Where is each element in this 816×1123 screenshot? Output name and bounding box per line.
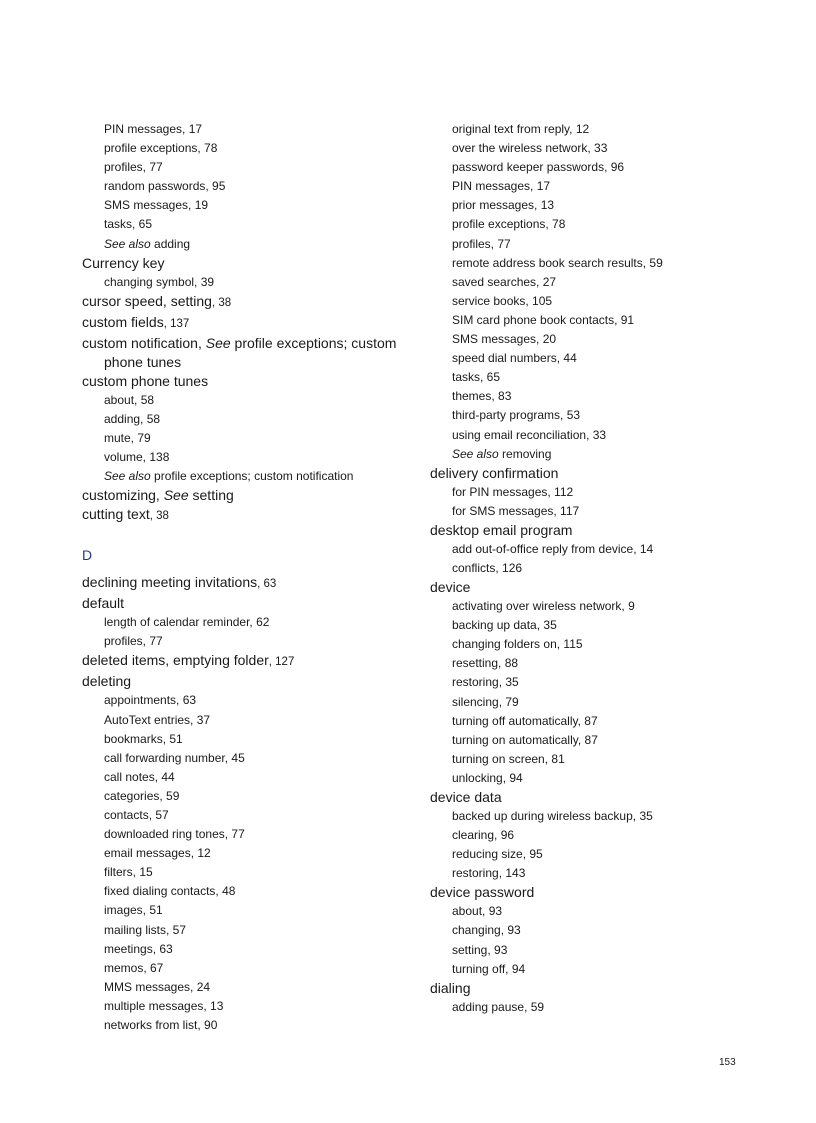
entry-text: desktop email program xyxy=(430,521,573,538)
index-subentry xyxy=(430,502,760,521)
entry-text: clearing, 96 xyxy=(452,828,515,843)
see-reference: See also xyxy=(104,236,151,251)
entry-text: custom notification, xyxy=(82,334,206,351)
entry-text: device xyxy=(430,579,471,596)
entry-text: appointments, 63 xyxy=(104,693,197,708)
entry-text: for SMS messages, 117 xyxy=(452,503,580,518)
entry-text: changing folders on, 115 xyxy=(452,637,583,652)
index-subentry xyxy=(82,844,412,863)
index-heading xyxy=(82,334,412,353)
entry-text: original text from reply, 12 xyxy=(452,122,590,136)
entry-text: themes, 83 xyxy=(452,389,512,404)
index-heading xyxy=(430,464,760,483)
entry-text: categories, 59 xyxy=(104,788,180,803)
entry-text: over the wireless network, 33 xyxy=(452,141,608,156)
index-heading xyxy=(430,979,760,998)
entry-text: turning off automatically, 87 xyxy=(452,713,598,728)
entry-text: profiles, 77 xyxy=(104,634,163,649)
entry-text: tasks, 65 xyxy=(452,370,501,385)
index-heading xyxy=(82,573,412,594)
index-subentry xyxy=(430,215,760,234)
entry-text: declining meeting invitations xyxy=(82,574,258,591)
index-subentry xyxy=(430,368,760,387)
see-reference: See also xyxy=(452,446,499,461)
entry-text: device data xyxy=(430,789,502,805)
index-heading xyxy=(82,594,412,613)
entry-text: D xyxy=(82,547,93,564)
entry-text: PIN messages, 17 xyxy=(452,179,551,194)
entry-text: adding xyxy=(150,236,191,251)
entry-text: fixed dialing contacts, 48 xyxy=(104,884,236,899)
entry-text: reducing size, 95 xyxy=(452,847,543,862)
index-subentry xyxy=(430,960,760,979)
entry-text: changing symbol, 39 xyxy=(104,274,215,289)
index-heading xyxy=(82,254,412,273)
entry-text: about, 58 xyxy=(104,392,155,407)
entry-text: remote address book search results, 59 xyxy=(452,255,663,270)
index-subentry xyxy=(430,445,760,464)
index-subentry xyxy=(430,540,760,559)
index-subentry xyxy=(430,139,760,158)
entry-text: removing xyxy=(498,446,552,461)
index-subentry xyxy=(430,864,760,883)
entry-text: for PIN messages, 112 xyxy=(452,484,574,499)
index-subentry xyxy=(430,406,760,425)
entry-text: about, 93 xyxy=(452,904,503,919)
entry-text: AutoText entries, 37 xyxy=(104,712,211,727)
index-subentry xyxy=(82,632,412,651)
entry-text: adding, 58 xyxy=(104,411,161,426)
entry-text: length of calendar reminder, 62 xyxy=(104,615,270,630)
index-subentry xyxy=(430,349,760,368)
entry-text: dialing xyxy=(430,979,471,996)
see-reference: See also xyxy=(104,469,151,484)
index-subentry xyxy=(430,254,760,273)
entry-text: mute, 79 xyxy=(104,430,151,445)
entry-text: memos, 67 xyxy=(104,960,164,975)
entry-text: cutting text xyxy=(82,506,150,523)
entry-text: setting, 93 xyxy=(452,942,508,957)
entry-text: default xyxy=(82,595,125,612)
index-heading xyxy=(430,788,760,807)
entry-text: SMS messages, 20 xyxy=(452,332,557,347)
entry-text: speed dial numbers, 44 xyxy=(452,351,577,366)
index-subentry xyxy=(430,998,760,1017)
entry-text: networks from list, 90 xyxy=(104,1018,218,1032)
index-subentry xyxy=(430,731,760,750)
index-subentry xyxy=(82,177,412,196)
index-subentry xyxy=(430,635,760,654)
index-subentry xyxy=(430,483,760,502)
index-subentry xyxy=(82,613,412,632)
entry-text: delivery confirmation xyxy=(430,464,559,481)
entry-text: MMS messages, 24 xyxy=(104,979,211,994)
index-subentry xyxy=(430,673,760,692)
index-heading xyxy=(82,651,412,672)
index-subentry xyxy=(430,921,760,940)
page-reference: , 38 xyxy=(211,296,232,309)
entry-text: customizing, xyxy=(82,487,164,504)
index-subentry xyxy=(430,330,760,349)
index-heading xyxy=(82,292,412,313)
entry-text: password keeper passwords, 96 xyxy=(452,160,625,175)
entry-text: turning on screen, 81 xyxy=(452,751,565,766)
index-subentry xyxy=(82,959,412,978)
index-subentry xyxy=(82,711,412,730)
entry-text: deleting xyxy=(82,673,132,690)
index-subentry xyxy=(82,467,412,486)
entry-text: call forwarding number, 45 xyxy=(104,750,245,765)
index-subentry xyxy=(430,426,760,445)
index-subentry xyxy=(82,391,412,410)
index-subentry xyxy=(430,177,760,196)
page-reference: , 38 xyxy=(149,510,169,523)
index-subentry xyxy=(82,158,412,177)
index-column-left xyxy=(82,120,412,1035)
index-subentry xyxy=(82,940,412,959)
entry-text: resetting, 88 xyxy=(452,656,519,671)
entry-text: volume, 138 xyxy=(104,450,170,465)
index-subentry xyxy=(82,825,412,844)
index-subentry xyxy=(82,429,412,448)
entry-text: bookmarks, 51 xyxy=(104,731,183,746)
index-subentry xyxy=(82,273,412,292)
entry-text: email messages, 12 xyxy=(104,846,211,861)
index-heading xyxy=(430,578,760,597)
entry-text: custom phone tunes xyxy=(82,372,209,389)
index-subentry xyxy=(430,311,760,330)
entry-text: profile exceptions; custom notification xyxy=(150,469,354,484)
index-heading xyxy=(430,521,760,540)
index-subentry xyxy=(430,196,760,215)
index-subentry xyxy=(82,978,412,997)
entry-text: SMS messages, 19 xyxy=(104,198,209,213)
entry-text: restoring, 35 xyxy=(452,675,519,690)
entry-text: profiles, 77 xyxy=(452,236,511,251)
index-subentry xyxy=(82,901,412,920)
index-subentry xyxy=(430,158,760,177)
index-subentry xyxy=(82,410,412,429)
entry-text: using email reconciliation, 33 xyxy=(452,427,607,442)
page-reference: , 127 xyxy=(268,656,295,669)
index-heading xyxy=(82,486,412,505)
index-subentry xyxy=(430,387,760,406)
index-subentry xyxy=(430,807,760,826)
entry-text: PIN messages, 17 xyxy=(104,122,203,136)
index-heading xyxy=(82,672,412,691)
index-subentry xyxy=(430,845,760,864)
index-subentry xyxy=(430,750,760,769)
index-subentry xyxy=(82,120,412,139)
index-subentry xyxy=(430,769,760,788)
index-heading xyxy=(82,505,412,526)
index-subentry xyxy=(430,654,760,673)
index-subentry xyxy=(82,863,412,882)
index-subentry xyxy=(82,768,412,787)
entry-text: setting xyxy=(188,487,234,504)
entry-text: deleted items, emptying folder xyxy=(82,652,269,669)
entry-text: custom fields xyxy=(82,313,164,330)
index-subentry xyxy=(82,691,412,710)
entry-text: multiple messages, 13 xyxy=(104,998,224,1013)
entry-text: backed up during wireless backup, 35 xyxy=(452,809,653,823)
index-subentry xyxy=(82,139,412,158)
entry-text: profiles, 77 xyxy=(104,160,163,175)
entry-text: call notes, 44 xyxy=(104,769,175,784)
entry-text: profile exceptions, 78 xyxy=(452,217,566,232)
index-heading xyxy=(430,883,760,902)
entry-text: unlocking, 94 xyxy=(452,770,523,785)
entry-text: service books, 105 xyxy=(452,293,553,308)
entry-text: turning off, 94 xyxy=(452,961,526,976)
index-subentry xyxy=(82,749,412,768)
entry-text: turning on automatically, 87 xyxy=(452,732,598,747)
index-subentry xyxy=(430,941,760,960)
page-number: 153 xyxy=(719,1057,736,1068)
index-subentry xyxy=(82,235,412,254)
index-subentry xyxy=(82,787,412,806)
entry-text: phone tunes xyxy=(104,353,182,370)
entry-text: prior messages, 13 xyxy=(452,198,555,213)
index-subentry xyxy=(82,1016,412,1035)
entry-text: adding pause, 59 xyxy=(452,999,545,1014)
index-subentry xyxy=(430,693,760,712)
index-subentry xyxy=(430,826,760,845)
index-subentry xyxy=(430,273,760,292)
index-subentry xyxy=(82,215,412,234)
page-reference: , 63 xyxy=(257,578,277,591)
index-heading xyxy=(82,372,412,391)
index-subentry xyxy=(430,712,760,731)
index-heading-continuation xyxy=(82,353,412,372)
entry-text: backing up data, 35 xyxy=(452,618,557,633)
index-subentry xyxy=(430,292,760,311)
see-reference: See xyxy=(205,334,231,351)
entry-text: saved searches, 27 xyxy=(452,274,557,289)
index-subentry xyxy=(82,806,412,825)
entry-text: device password xyxy=(430,884,535,901)
index-subentry xyxy=(82,921,412,940)
index-subentry xyxy=(430,616,760,635)
entry-text: activating over wireless network, 9 xyxy=(452,599,635,614)
entry-text: mailing lists, 57 xyxy=(104,922,187,937)
index-subentry xyxy=(82,448,412,467)
entry-text: meetings, 63 xyxy=(104,941,173,956)
index-subentry xyxy=(82,882,412,901)
entry-text: restoring, 143 xyxy=(452,866,526,881)
entry-text: third-party programs, 53 xyxy=(452,408,581,423)
entry-text: silencing, 79 xyxy=(452,694,519,709)
entry-text: Currency key xyxy=(82,254,165,271)
index-column-right xyxy=(430,120,760,1017)
entry-text: add out-of-office reply from device, 14 xyxy=(452,541,654,556)
index-subentry xyxy=(430,235,760,254)
section-letter xyxy=(82,546,412,565)
index-subentry xyxy=(82,196,412,215)
entry-text: changing, 93 xyxy=(452,923,521,938)
index-subentry xyxy=(82,730,412,749)
entry-text: random passwords, 95 xyxy=(104,179,226,194)
entry-text: tasks, 65 xyxy=(104,217,153,232)
entry-text: downloaded ring tones, 77 xyxy=(104,827,245,842)
index-subentry xyxy=(430,120,760,139)
entry-text: filters, 15 xyxy=(104,865,153,880)
index-subentry xyxy=(430,597,760,616)
see-reference: See xyxy=(163,487,189,504)
page-reference: , 137 xyxy=(163,317,190,330)
index-subentry xyxy=(430,559,760,578)
entry-text: profile exceptions; custom xyxy=(230,334,397,351)
entry-text: SIM card phone book contacts, 91 xyxy=(452,312,635,327)
entry-text: conflicts, 126 xyxy=(452,560,523,575)
entry-text: images, 51 xyxy=(104,903,163,918)
entry-text: profile exceptions, 78 xyxy=(104,141,218,156)
index-subentry xyxy=(82,997,412,1016)
index-heading xyxy=(82,313,412,334)
entry-text: cursor speed, setting xyxy=(82,292,212,309)
entry-text: contacts, 57 xyxy=(104,807,169,822)
index-subentry xyxy=(430,902,760,921)
